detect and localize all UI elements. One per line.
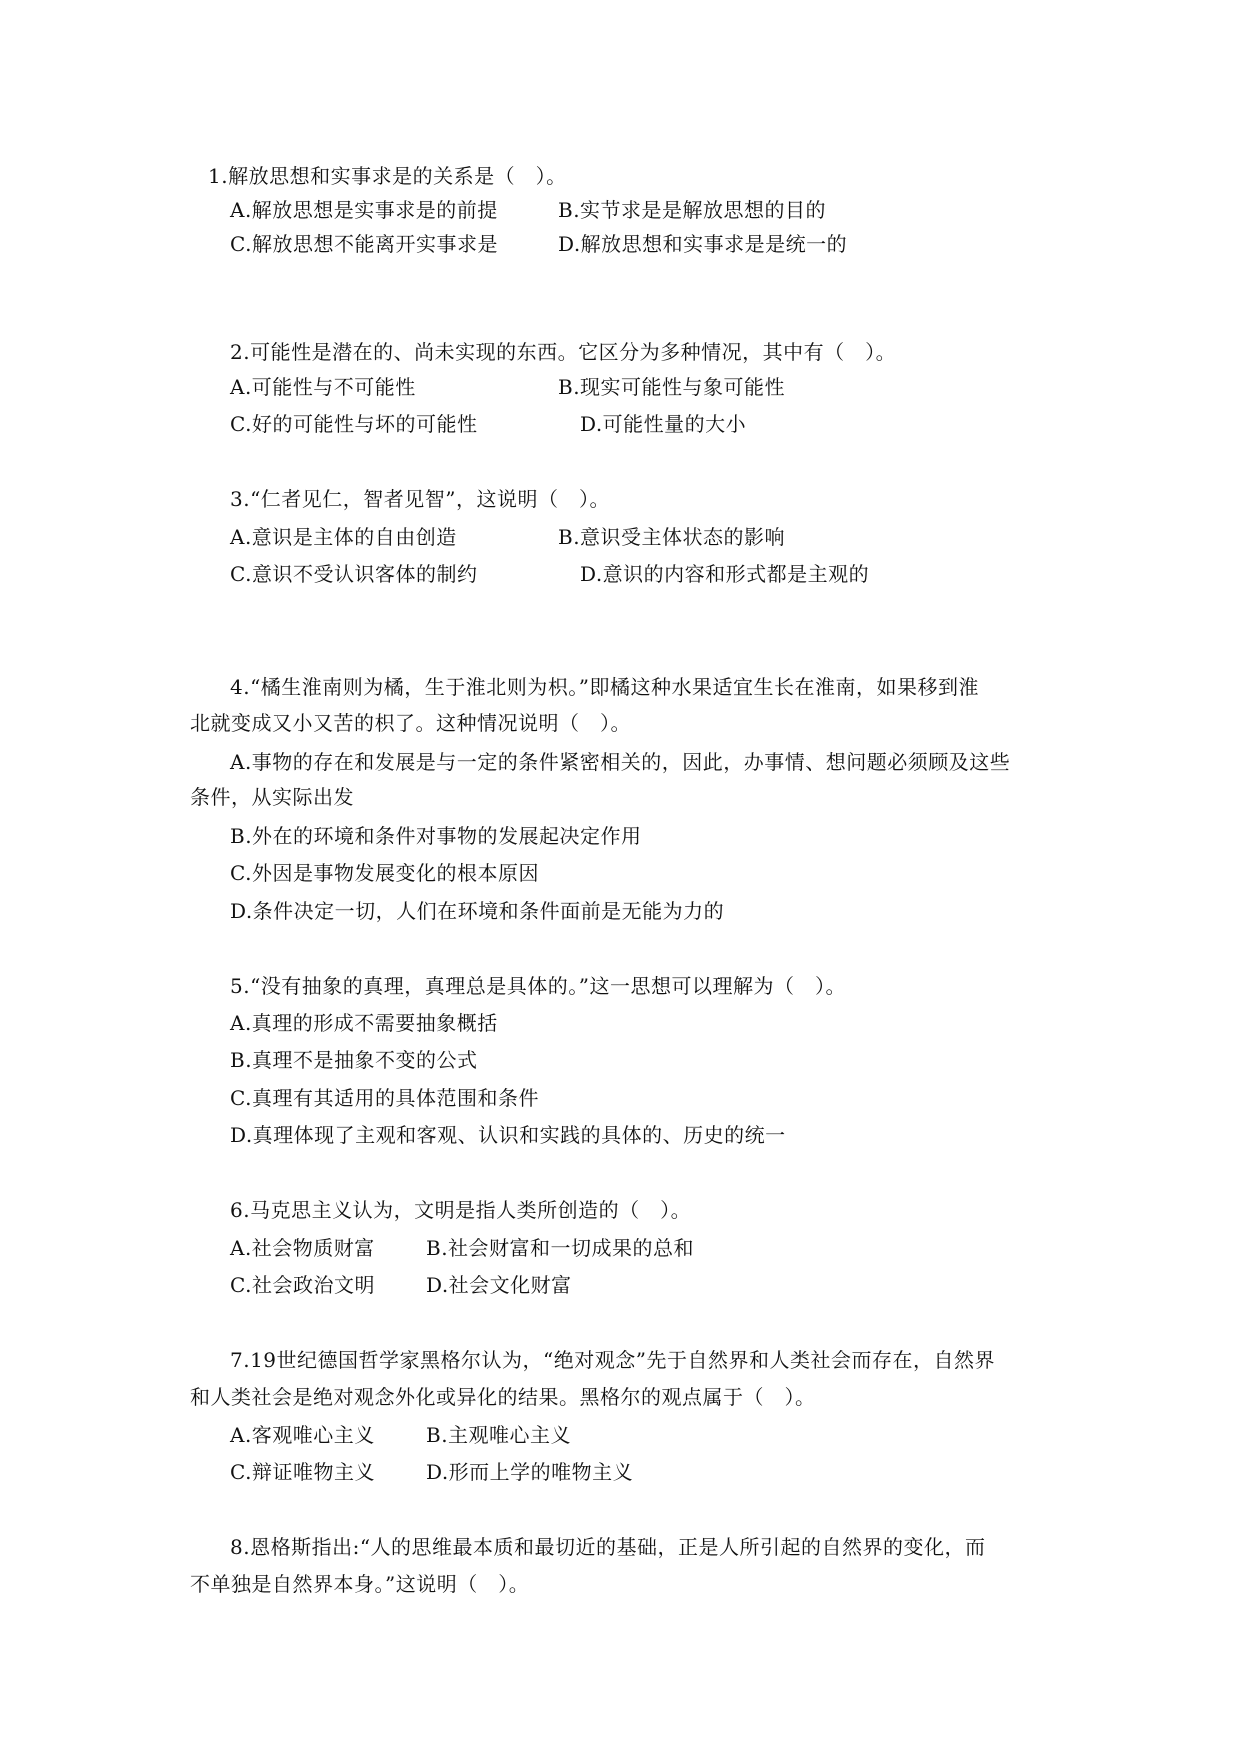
question-4-option-a-line-1: A.事物的存在和发展是与一定的条件紧密相关的，因此，办事情、想问题必须顾及这些	[230, 750, 1011, 774]
question-7-option-c: C.辩证唯物主义	[230, 1460, 375, 1484]
question-3-option-c: C.意识不受认识客体的制约	[230, 562, 478, 586]
question-2-stem: 2.可能性是潜在的、尚未实现的东西。它区分为多种情况，其中有（ ）。	[230, 340, 897, 364]
question-1-option-a: A.解放思想是实事求是的前提	[230, 198, 498, 222]
question-5-option-a: A.真理的形成不需要抽象概括	[230, 1011, 498, 1035]
question-6-option-c: C.社会政治文明	[230, 1273, 375, 1297]
question-7-stem-line-1: 7.19世纪德国哲学家黑格尔认为，“绝对观念”先于自然界和人类社会而存在，自然界	[230, 1348, 995, 1372]
question-8-stem-line-2: 不单独是自然界本身。”这说明（ ）。	[190, 1572, 530, 1596]
question-4-option-d: D.条件决定一切，人们在环境和条件面前是无能为力的	[230, 899, 725, 923]
question-3-option-d: D.意识的内容和形式都是主观的	[580, 562, 870, 586]
question-5-stem: 5.“没有抽象的真理，真理总是具体的。”这一思想可以理解为（ ）。	[230, 974, 847, 998]
question-2-option-b: B.现实可能性与象可能性	[558, 375, 786, 399]
question-4-stem-line-2: 北就变成又小又苦的枳了。这种情况说明（ ）。	[190, 711, 631, 735]
question-6-option-b: B.社会财富和一切成果的总和	[426, 1236, 695, 1260]
question-4-option-c: C.外因是事物发展变化的根本原因	[230, 861, 539, 885]
question-7-option-a: A.客观唯心主义	[230, 1423, 375, 1447]
question-7-option-b: B.主观唯心主义	[426, 1423, 572, 1447]
question-7-option-d: D.形而上学的唯物主义	[426, 1460, 634, 1484]
question-3-option-a: A.意识是主体的自由创造	[230, 525, 457, 549]
question-7-stem-line-2: 和人类社会是绝对观念外化或异化的结果。黑格尔的观点属于（ ）。	[190, 1385, 816, 1409]
question-5-option-d: D.真理体现了主观和客观、认识和实践的具体的、历史的统一	[230, 1123, 786, 1147]
question-5-option-b: B.真理不是抽象不变的公式	[230, 1048, 478, 1072]
question-4-option-a-line-2: 条件，从实际出发	[190, 785, 354, 809]
question-4-stem-line-1: 4.“橘生淮南则为橘，生于淮北则为枳。”即橘这种水果适宜生长在淮南，如果移到淮	[230, 675, 980, 699]
question-4-option-b: B.外在的环境和条件对事物的发展起决定作用	[230, 824, 642, 848]
question-1-option-b: B.实节求是是解放思想的目的	[558, 198, 827, 222]
question-1-option-c: C.解放思想不能离开实事求是	[230, 232, 498, 256]
question-5-option-c: C.真理有其适用的具体范围和条件	[230, 1086, 539, 1110]
question-3-option-b: B.意识受主体状态的影响	[558, 525, 786, 549]
question-1-option-d: D.解放思想和实事求是是统一的	[558, 232, 848, 256]
question-1-stem: 1.解放思想和实事求是的关系是（ ）。	[208, 164, 567, 188]
question-8-stem-line-1: 8.恩格斯指出:“人的思维最本质和最切近的基础，正是人所引起的自然界的变化，而	[230, 1535, 986, 1559]
question-6-stem: 6.马克思主义认为，文明是指人类所创造的（ ）。	[230, 1198, 692, 1222]
question-3-stem: 3.“仁者见仁，智者见智”，这说明（ ）。	[230, 487, 611, 511]
question-6-option-d: D.社会文化财富	[426, 1273, 572, 1297]
question-2-option-a: A.可能性与不可能性	[230, 375, 416, 399]
question-6-option-a: A.社会物质财富	[230, 1236, 375, 1260]
question-2-option-c: C.好的可能性与坏的可能性	[230, 412, 478, 436]
question-2-option-d: D.可能性量的大小	[580, 412, 747, 436]
